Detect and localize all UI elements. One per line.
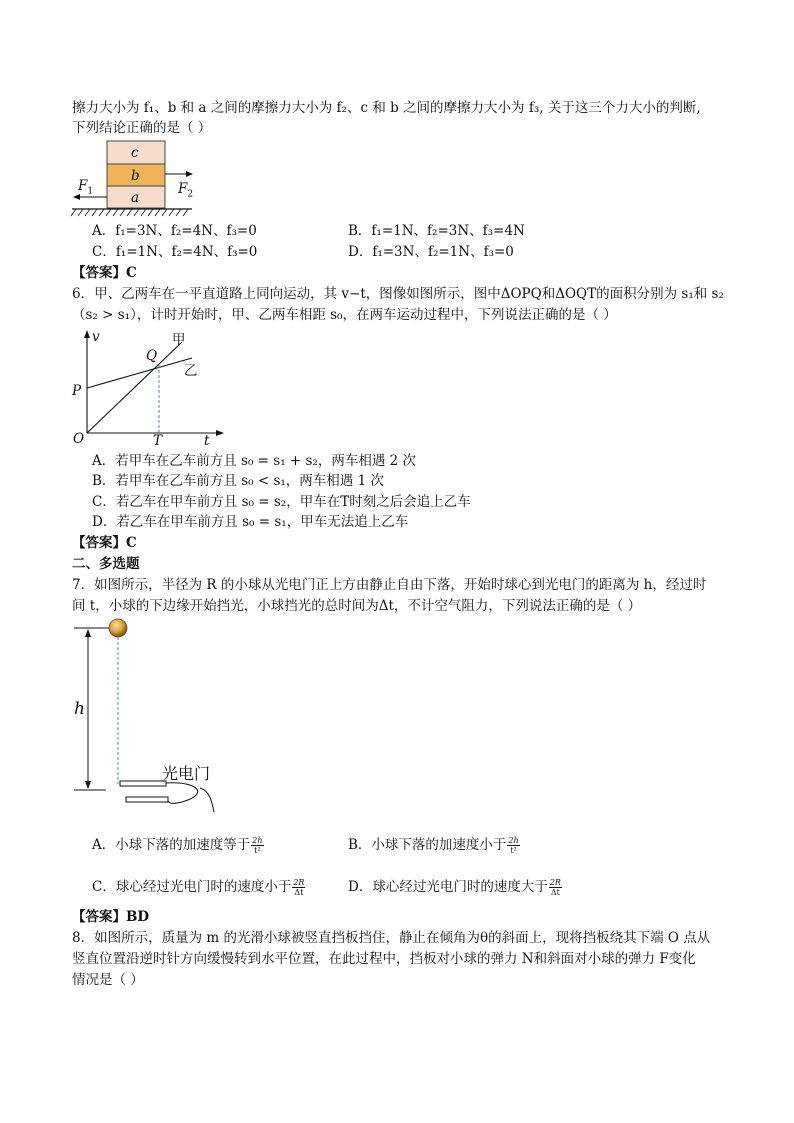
q5-option-a: A．f₁=3N、f₂=4N、f₃=0: [92, 223, 257, 239]
section-multi-choice: 二、多选题: [72, 556, 140, 572]
q5-stem-line2: 下列结论正确的是（ ）: [72, 120, 212, 136]
q6-option-c: C．若乙车在甲车前方且 s₀ = s₂，甲车在T时刻之后会追上乙车: [92, 494, 471, 510]
q7-option-c: C．球心经过光电门时的速度小于 $\frac{2R}{\Delta t}$: [92, 878, 305, 897]
axis-t-label: t: [204, 433, 210, 449]
origin-label: O: [73, 431, 85, 447]
q5-option-c: C．f₁=1N、f₂=4N、f₃=0: [92, 244, 258, 260]
yi-label: 乙: [184, 363, 198, 379]
q6-answer: 【答案】C: [72, 535, 137, 551]
block-c-label: c: [131, 145, 139, 161]
line-jia: [87, 342, 182, 433]
q5-option-d: D．f₁=3N、f₂=1N、f₃=0: [348, 244, 514, 260]
line-yi: [87, 358, 192, 388]
q7-option-d: D．球心经过光电门时的速度大于 $\frac{2R}{\Delta t}$: [348, 878, 561, 897]
gate-upper: [120, 781, 166, 786]
point-t-label: T: [153, 433, 163, 449]
ball: [109, 619, 127, 637]
q7-stem-line2: 间 t，小球的下边缘开始挡光，小球挡光的总时间为Δt，不计空气阻力，下列说法正确的是（ ）: [72, 598, 642, 614]
q6-vt-graph: [70, 328, 230, 448]
point-q-label: Q: [146, 348, 158, 364]
q6-option-b: B．若甲车在乙车前方且 s₀ < s₁，两车相遇 1 次: [92, 473, 384, 489]
q6-stem-line2: （s₂ > s₁），计时开始时，甲、乙两车相距 s₀，在两车运动过程中，下列说法正确的是（ ）: [72, 307, 617, 323]
q6-stem-line1: 6．甲、乙两车在一平直道路上同向运动，其 v−t，图像如图所示，图中ΔOPQ和ΔOQT的面积分别为 s₁和 s₂: [72, 286, 724, 302]
block-b-label: b: [131, 168, 140, 184]
q7-answer: 【答案】BD: [72, 909, 150, 925]
q8-stem-line3: 情况是（ ）: [72, 972, 144, 988]
q7-option-a: A．小球下落的加速度等于 $\frac{2h}{\text{t²}}$: [92, 836, 263, 855]
q8-stem-line1: 8．如图所示，质量为 m 的光滑小球被竖直挡板挡住，静止在倾角为θ的斜面上，现将挡板绕其下端 O 点从: [72, 930, 711, 946]
q5-stem-line1: 擦力大小为 f₁、b 和 a 之间的摩擦力大小为 f₂、c 和 b 之间的摩擦力大小为 f₃, 关于这三个力大小的判断,: [72, 100, 701, 116]
q7-option-b: B．小球下落的加速度小于 $\frac{2h}{\text{t²}}$: [348, 836, 519, 855]
height-h-label: h: [74, 699, 85, 719]
f2-label: $F_2$: [178, 181, 194, 200]
gate-lower: [126, 797, 168, 802]
q6-option-a: A．若甲车在乙车前方且 s₀ = s₁ + s₂，两车相遇 2 次: [92, 453, 417, 469]
block-a-label: a: [131, 190, 140, 206]
q5-option-b: B．f₁=1N、f₂=3N、f₃=4N: [348, 223, 525, 239]
jia-label: 甲: [172, 332, 186, 348]
f1-label: $F_1$: [78, 178, 94, 197]
q6-option-d: D．若乙车在甲车前方且 s₀ = s₁，甲车无法追上乙车: [92, 514, 409, 530]
q7-stem-line1: 7．如图所示，半径为 R 的小球从光电门正上方由静止自由下落，开始时球心到光电门的距离为 h，经过时: [72, 577, 707, 593]
q5-answer: 【答案】C: [72, 265, 137, 281]
photogate-label: 光电门: [162, 764, 211, 783]
point-p-label: P: [72, 383, 82, 399]
q8-stem-line2: 竖直位置沿逆时针方向缓慢转到水平位置，在此过程中，挡板对小球的弹力 N和斜面对小球的弹力 F变化: [72, 951, 696, 967]
gate-cable: [166, 783, 198, 804]
q7-photogate-figure: [70, 616, 230, 816]
axis-v-label: v: [92, 329, 100, 345]
